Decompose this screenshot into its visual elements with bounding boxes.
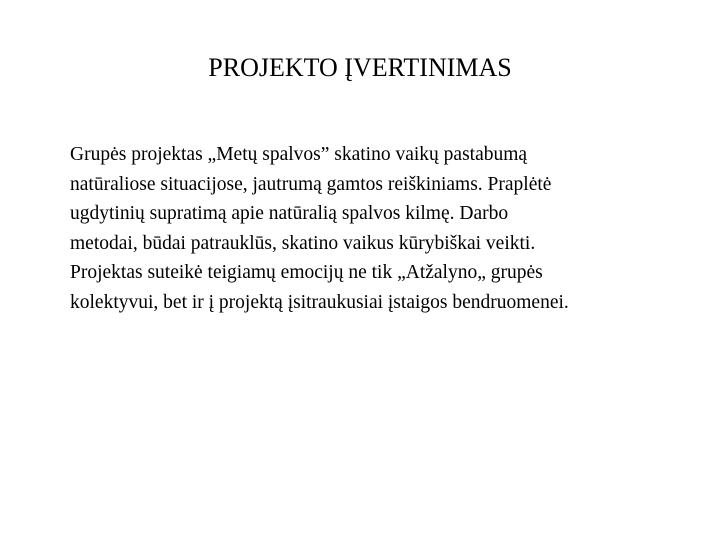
body-line: Projektas suteikė teigiamų emocijų ne tik „Atžalyno„ grupės [70, 262, 543, 283]
body-line: metodai, būdai patrauklūs, skatino vaikus kūrybiškai veikti. [70, 232, 536, 254]
slide-title: PROJEKTO ĮVERTINIMAS [208, 53, 512, 82]
body-line: ugdytinių supratimą apie natūralią spalvos kilmę. Darbo [70, 203, 509, 224]
body-paragraph [70, 140, 700, 317]
body-line: Grupės projektas „Metų spalvos” skatino vaikų pastabumą [70, 144, 528, 165]
body-line: kolektyvui, bet ir į projektą įsitraukusiai įstaigos bendruomenei. [70, 291, 569, 313]
body-line: natūraliose situacijose, jautrumą gamtos reiškiniams. Praplėtė [70, 173, 552, 195]
